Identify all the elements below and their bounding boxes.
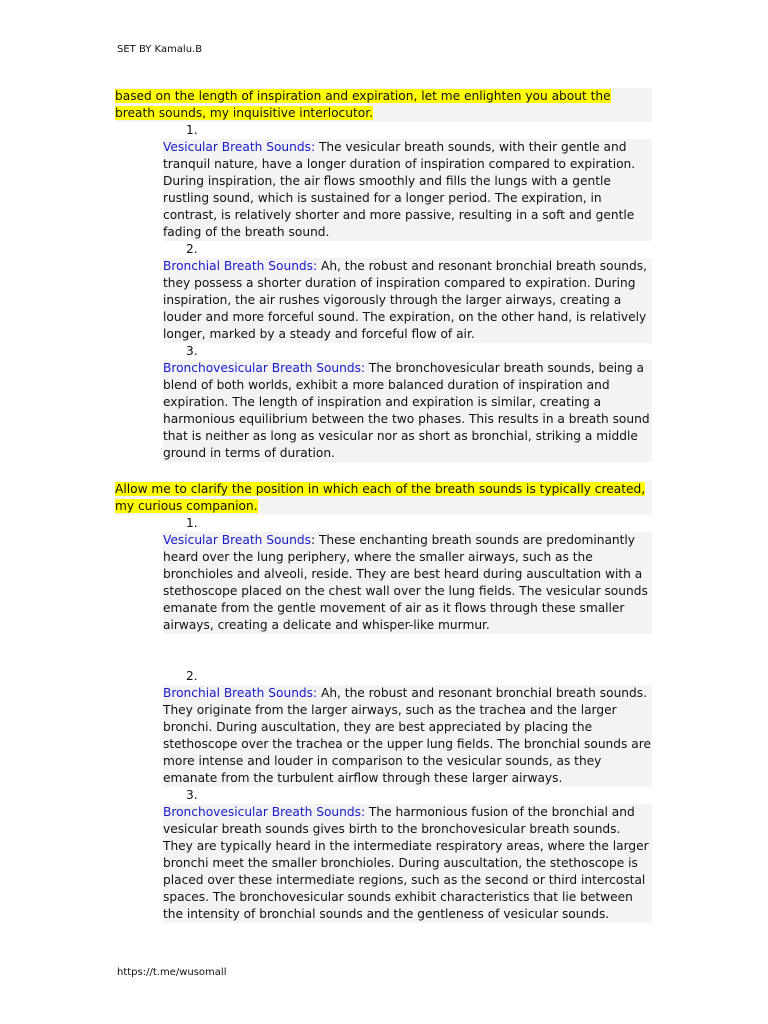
section-breath-position (0, 481, 768, 923)
term-label: Bronchovesicular Breath Sounds: (163, 361, 366, 375)
term-label: Vesicular Breath Sounds: (163, 140, 316, 154)
section-breath-duration (0, 88, 768, 462)
section-intro (115, 88, 652, 122)
term-label: Vesicular Breath Sounds (163, 533, 311, 547)
highlighted-intro-text: Allow me to clarify the position in which each of the breath sounds is typically created, my curious companion. (115, 482, 646, 513)
list-number: 2. (186, 669, 198, 683)
list-item-text (163, 360, 652, 462)
list-number: 1. (186, 516, 198, 530)
term-description: : These enchanting breath sounds are predominantly heard over the lung periphery, where the smaller airways, such as the bronchioles and alveoli, reside. They are best heard during auscultation with a stethoscope placed on the chest wall over the lung fields. The vesicular sounds emanate from the gentle movement of air as it flows through these smaller airways, creating a delicate and whisper-like murmur. (163, 533, 648, 632)
list-item (163, 343, 652, 462)
term-description: The harmonious fusion of the bronchial and vesicular breath sounds gives birth to the bronchovesicular breath sounds. They are typically heard in the intermediate respiratory areas, where the larger bronchi meet the smaller bronchioles. During auscultation, the stethoscope is placed over these intermediate regions, such as the second or third intercostal spaces. The bronchovesicular sounds exhibit characteristics that lie between the intensity of bronchial sounds and the gentleness of vesicular sounds. (163, 805, 649, 921)
term-description: The bronchovesicular breath sounds, being a blend of both worlds, exhibit a more balanced duration of inspiration and expiration. The length of inspiration and expiration is similar, creating a harmonious equilibrium between the two phases. This results in a breath sound that is neither as long as vesicular nor as short as bronchial, striking a middle ground in terms of duration. (163, 361, 650, 460)
term-description: The vesicular breath sounds, with their gentle and tranquil nature, have a longer duration of inspiration compared to expiration. During inspiration, the air flows smoothly and fills the lungs with a gentle rustling sound, which is sustained for a longer period. The expiration, in contrast, is relatively shorter and more passive, resulting in a soft and gentle fading of the breath sound. (163, 140, 636, 239)
list-item (163, 787, 652, 923)
page-footer-link: https://t.me/wusomall (117, 967, 227, 978)
term-label: Bronchovesicular Breath Sounds: (163, 805, 366, 819)
list-item-text (163, 685, 652, 787)
list-item-text (163, 139, 652, 241)
list-number: 1. (186, 123, 198, 137)
list-number: 3. (186, 344, 198, 358)
list-item (163, 668, 652, 787)
term-label: Bronchial Breath Sounds: (163, 686, 318, 700)
term-description: Ah, the robust and resonant bronchial breath sounds, they possess a shorter duration of inspiration compared to expiration. During inspiration, the air rushes vigorously through the larger airways, creating a louder and more forceful sound. The expiration, on the other hand, is relatively longer, marked by a steady and forceful flow of air. (163, 259, 647, 341)
list-item (163, 122, 652, 241)
term-label: Bronchial Breath Sounds: (163, 259, 318, 273)
list-item-text (163, 258, 652, 343)
list-number: 2. (186, 242, 198, 256)
list-number: 3. (186, 788, 198, 802)
list-item-text (163, 532, 652, 634)
term-description: Ah, the robust and resonant bronchial breath sounds. They originate from the larger airways, such as the trachea and the larger bronchi. During auscultation, they are best appreciated by placing the stethoscope over the trachea or the upper lung fields. The bronchial sounds are more intense and louder in comparison to the vesicular sounds, as they emanate from the turbulent airflow through these larger airways. (163, 686, 651, 785)
list-item (163, 241, 652, 343)
page-header: SET BY Kamalu.B (117, 44, 203, 55)
highlighted-intro-text: based on the length of inspiration and expiration, let me enlighten you about the breath sounds, my inquisitive interlocutor. (115, 89, 611, 120)
section-intro (115, 481, 652, 515)
list-item (163, 515, 652, 634)
list-item-text (163, 804, 652, 923)
